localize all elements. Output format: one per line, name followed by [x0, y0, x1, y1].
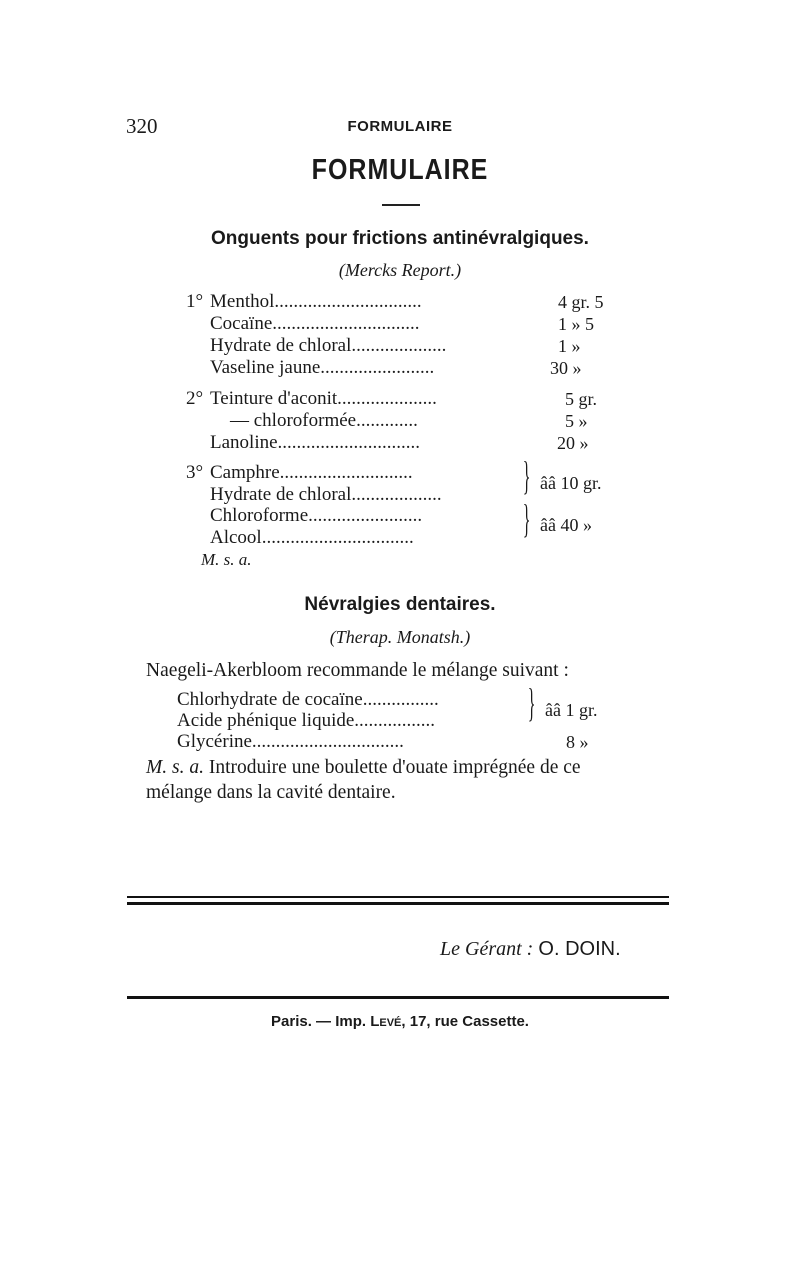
recipe-item: Cocaïne...............................	[210, 313, 420, 334]
recipe-item: Teinture d'aconit.....................	[210, 388, 437, 409]
recipe-quantity: 5 gr.	[565, 389, 598, 409]
recipe-quantity: 4 gr. 5	[558, 292, 604, 312]
recipe-quantity: 1 » 5	[558, 314, 594, 334]
section-heading-onguents: Onguents pour frictions antinévralgiques.	[211, 228, 589, 249]
recipe-item: Glycérine................................	[177, 731, 404, 752]
signature-name: O. DOIN.	[538, 938, 621, 960]
recipe-quantity: 8 »	[566, 732, 589, 752]
section-heading-nevralgies: Névralgies dentaires.	[304, 594, 496, 615]
recipe-quantity: ââ 1 gr.	[545, 700, 598, 720]
recipe-number-1: 1°	[186, 291, 204, 312]
recipe-quantity: 1 »	[558, 336, 581, 356]
recipe-number-3: 3°	[186, 462, 204, 483]
paragraph-instruction-continued: mélange dans la cavité dentaire.	[146, 782, 396, 803]
recipe-item: Camphre............................	[210, 462, 413, 483]
recipe-item: Chloroforme........................	[210, 505, 423, 526]
paragraph-intro: Naegeli-Akerbloom recommande le mélange suivant :	[146, 660, 569, 681]
recipe-item: Vaseline jaune........................	[210, 357, 435, 378]
recipe-item: Chlorhydrate de cocaïne................	[177, 689, 439, 710]
section-source-therap: (Therap. Monatsh.)	[329, 627, 471, 647]
recipe-item: Hydrate de chloral...................	[210, 484, 442, 505]
recipe-item: Menthol...............................	[210, 291, 422, 312]
running-head: FORMULAIRE	[347, 118, 453, 135]
paragraph-instruction: M. s. a. Introduire une boulette d'ouate imprégnée de ce	[146, 757, 581, 778]
page-number: 320	[126, 114, 158, 138]
recipe-item: Acide phénique liquide.................	[177, 710, 436, 731]
brace: }	[522, 453, 531, 498]
rule-bottom	[127, 996, 669, 999]
page-title: FORMULAIRE	[311, 153, 489, 187]
signature-label: Le Gérant :	[440, 938, 534, 960]
signature	[440, 938, 621, 961]
rule-top-thick	[127, 902, 669, 905]
recipe-item: — chloroformée.............	[230, 410, 418, 431]
section-source-mercks: (Mercks Report.)	[338, 260, 462, 280]
brace: }	[522, 496, 531, 541]
recipe-item: Alcool................................	[210, 527, 414, 548]
recipe-quantity: 30 »	[550, 358, 582, 378]
brace: }	[527, 680, 536, 725]
recipe-number-2: 2°	[186, 388, 204, 409]
recipe-quantity: ââ 40 »	[540, 515, 592, 535]
recipe-quantity: 20 »	[557, 433, 589, 453]
rule-top-thin	[127, 896, 669, 898]
title-rule	[382, 204, 420, 206]
recipe-quantity: 5 »	[565, 411, 588, 431]
printer-imprint: Paris. — Imp. Levé, 17, rue Cassette.	[271, 1013, 529, 1030]
recipe-item: Hydrate de chloral....................	[210, 335, 447, 356]
recipe-quantity: ââ 10 gr.	[540, 473, 602, 493]
recipe-item: Lanoline..............................	[210, 432, 421, 453]
recipe-instruction: M. s. a.	[201, 550, 252, 569]
